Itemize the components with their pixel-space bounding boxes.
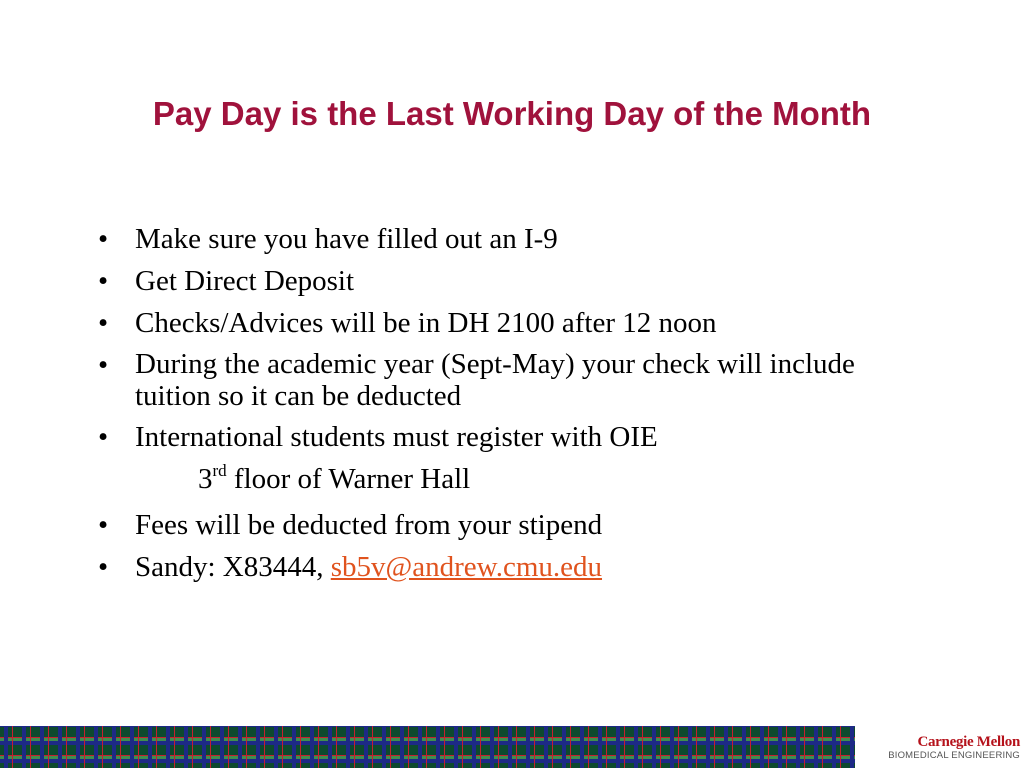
bullet-icon: •	[98, 307, 109, 339]
bullet-icon: •	[98, 265, 109, 297]
bullet-list	[98, 222, 928, 592]
list-item	[98, 264, 928, 298]
bullet-icon: •	[98, 421, 109, 453]
list-item-text: International students must register with OIE	[135, 421, 658, 453]
list-item-text: During the academic year (Sept-May) your check will include tuition so it can be deducted	[135, 348, 855, 412]
bullet-icon: •	[98, 551, 109, 583]
list-item-text: Get Direct Deposit	[135, 265, 355, 297]
list-item-text: Fees will be deducted from your stipend	[135, 509, 603, 541]
sub-item-number: 3	[198, 463, 213, 495]
bullet-icon: •	[98, 223, 109, 255]
list-item	[98, 222, 928, 256]
slide-title: Pay Day is the Last Working Day of the Month	[152, 95, 872, 132]
logo-department: BIOMEDICAL ENGINEERING	[888, 750, 1020, 761]
carnegie-mellon-logo	[860, 734, 1020, 764]
list-item	[98, 508, 928, 542]
sub-item-text: floor of Warner Hall	[226, 463, 471, 495]
logo-name: Carnegie Mellon	[917, 734, 1020, 750]
tartan-footer-band	[0, 726, 855, 768]
list-item-text: Checks/Advices will be in DH 2100 after 12 noon	[135, 307, 717, 339]
list-item-text: Make sure you have filled out an I-9	[135, 223, 558, 255]
email-link[interactable]: sb5v@andrew.cmu.edu	[330, 551, 603, 583]
contact-prefix: Sandy: X83444,	[135, 551, 331, 583]
list-item	[98, 306, 928, 340]
sub-list-item	[98, 462, 928, 500]
sub-item-suffix: rd	[212, 461, 227, 480]
list-item	[98, 348, 928, 412]
contact-text	[135, 551, 602, 583]
list-item	[98, 420, 928, 454]
bullet-icon: •	[98, 509, 109, 541]
list-item	[98, 550, 928, 584]
bullet-icon: •	[98, 349, 109, 381]
